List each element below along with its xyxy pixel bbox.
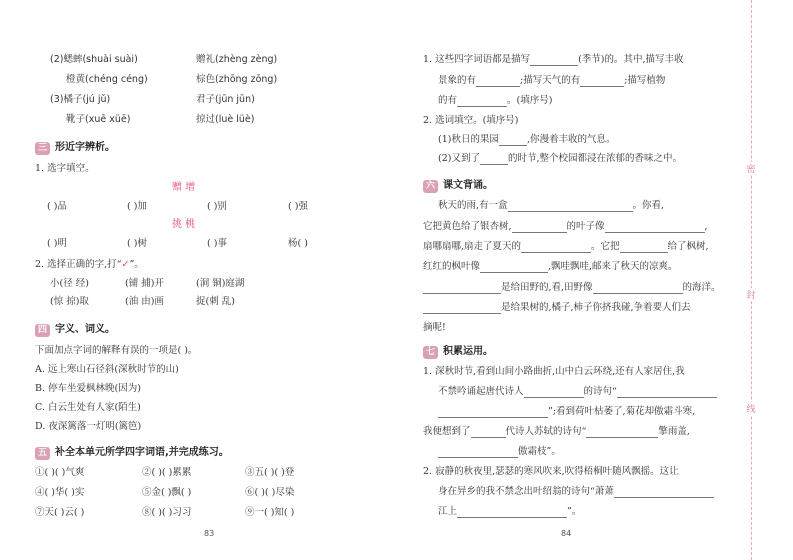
answer-blank[interactable] [457,97,507,107]
fill-item[interactable]: 杨( ) [288,238,308,249]
pinyin-item: 橙黄(chéng céng) [66,74,148,85]
choice-item[interactable]: (惊 掠)取 [50,296,89,307]
text-segment: 不禁吟诵起唐代诗人 [438,386,524,397]
fill-item[interactable]: ( )事 [207,238,227,249]
text-segment: (1)秋日的果园 [438,134,499,145]
question-prefix: 2. 选择正确的字,打“ [35,259,122,270]
idiom-item[interactable]: ④( )华( )实 [35,487,85,498]
answer-blank[interactable] [586,428,658,438]
answer-blank[interactable] [438,408,548,418]
question-line [438,506,581,518]
text-segment: 的海洋。 [682,282,721,293]
text-segment: 的叶子像 [566,221,605,232]
recite-line [423,282,721,294]
char-pair: 赠 增 [172,182,196,193]
text-segment: ”。 [567,506,582,517]
text-segment: , [704,221,708,232]
idiom-item[interactable]: ⑨一( )知( ) [245,507,295,518]
text-segment: 傲霜枝”。 [518,446,561,457]
answer-blank[interactable] [480,155,508,165]
fill-item[interactable]: ( )明 [47,238,67,249]
section-number-badge: 四 [35,324,50,337]
pinyin-item: 掠过(luè lüè) [196,114,255,125]
fill-item[interactable]: ( )树 [127,238,147,249]
pinyin-item: (3)橘子(jú jǔ) [50,94,111,105]
text-segment: (季节)的。其中,描写丰收 [578,54,684,65]
answer-blank[interactable] [457,508,567,518]
question-line [438,446,561,458]
text-segment: ;描写天气的有 [520,75,581,86]
question-suffix: ”。 [129,259,144,270]
idiom-item[interactable]: ⑥( )( )尽染 [245,487,295,498]
section-number-badge: 三 [35,142,50,155]
answer-blank[interactable] [423,304,501,314]
answer-blank[interactable] [423,284,501,294]
question-line [438,75,665,87]
text-segment: 是给果树的,橘子,柿子你挤我碰,争着要人们去 [501,302,691,313]
question-text: 2. 寂静的秋夜里,瑟瑟的寒风吹来,吹得梧桐叶随风飘摇。这让 [423,466,679,477]
recite-line [423,221,708,233]
text-segment: 景象的有 [438,75,477,86]
section-number-badge: 七 [423,346,438,359]
section-title: 课文背诵。 [443,180,493,191]
text-segment: 身在异乡的我不禁念出叶绍翁的诗句“萧萧 [438,486,614,497]
choice-item[interactable]: 小(径 经) [50,278,89,289]
binding-line [751,0,752,560]
question-line [438,386,717,398]
text-segment: 它把黄色给了银杏树, [423,221,512,232]
idiom-item[interactable]: ⑧( )( )习习 [142,507,192,518]
answer-blank[interactable] [580,77,624,87]
question-line [423,54,684,66]
idiom-item[interactable]: ⑤金( )飘( ) [142,487,192,498]
text-segment: 江上 [438,506,458,517]
left-page [0,0,385,560]
fill-item[interactable]: ( )品 [47,201,67,212]
text-segment: 擎雨盖, [658,426,690,437]
choice-item[interactable]: (铺 捕)开 [125,278,164,289]
answer-blank[interactable] [521,243,591,253]
text-segment: 。你看, [632,200,665,211]
answer-blank[interactable] [438,448,518,458]
recite-line: 摘呢! [423,322,446,333]
option-item[interactable]: B. 停车坐爱枫林晚(因为) [35,383,141,394]
recite-line [423,241,709,253]
recite-line [423,302,691,314]
recite-line [438,200,664,212]
question-text: 下面加点字词的解释有误的一项是( )。 [35,345,198,356]
option-item[interactable]: A. 远上寒山石径斜(深秋时节的山) [35,364,179,375]
right-page [396,0,741,560]
section-number-badge: 五 [35,447,50,460]
option-item[interactable]: C. 白云生处有人家(陌生) [35,402,141,413]
check-mark-icon: ✓ [121,259,130,270]
section-title: 补全本单元所学四字词语,并完成练习。 [55,447,229,458]
spine-label: 线 [742,402,760,415]
question-text: 1. 选字填空。 [35,163,95,174]
section-title: 形近字辨析。 [55,142,115,153]
option-item[interactable]: D. 夜深篱落一灯明(篱笆) [35,421,142,432]
answer-blank[interactable] [480,263,548,273]
text-segment: 红红的枫叶像 [423,261,481,272]
text-segment: 是给田野的,看,田野像 [501,282,593,293]
answer-blank[interactable] [620,243,668,253]
text-segment: 。它把 [591,241,620,252]
text-segment: (2)又到了 [438,153,480,164]
answer-blank[interactable] [512,223,567,233]
answer-blank[interactable] [530,56,578,66]
answer-blank[interactable] [508,202,633,212]
section-title: 字义、词义。 [55,324,115,335]
idiom-item[interactable]: ⑦天( )云( ) [35,507,85,518]
text-segment: 1. 这些四字词语都是描写 [423,54,531,65]
recite-line [423,261,678,273]
question-text [35,259,144,271]
question-line [438,153,682,165]
answer-blank[interactable] [605,223,705,233]
text-segment: 的时节,整个校园都浸在浓郁的香味之中。 [507,153,682,164]
question-line [438,134,616,146]
fill-item[interactable]: ( )别 [207,201,227,212]
idiom-item[interactable]: ①( )( )气爽 [35,467,85,478]
section-title: 积累运用。 [443,346,493,357]
pinyin-item: 靴子(xuē xüē) [66,114,131,125]
text-segment: 扇哪扇哪,扇走了夏天的 [423,241,522,252]
text-segment: 秋天的雨,有一盒 [438,200,508,211]
question-text: 1. 深秋时节,看到山间小路曲折,山中白云环绕,还有人家居住,我 [423,366,685,377]
text-segment: ”;看到荷叶枯萎了,菊花却傲霜斗寒, [548,406,696,417]
choice-item[interactable]: (油 由)画 [125,296,164,307]
answer-blank[interactable] [614,488,714,498]
question-text: 2. 选词填空。(填序号) [423,115,519,126]
idiom-item[interactable]: ②( )( )累累 [142,467,192,478]
text-segment: ,飘哇飘哇,邮来了秋天的凉爽。 [548,261,678,272]
choice-item[interactable]: 捉(刺 乱) [196,296,235,307]
question-line [438,406,695,418]
text-segment: 的诗句“ [583,386,617,397]
fill-item[interactable]: ( )强 [288,201,308,212]
question-line [438,95,552,107]
page-number: 83 [204,529,215,538]
char-pair: 挑 桃 [172,219,196,230]
text-segment: 给了枫树, [667,241,709,252]
answer-blank[interactable] [524,388,584,398]
answer-blank[interactable] [476,77,520,87]
answer-blank[interactable] [593,284,683,294]
answer-blank[interactable] [499,136,527,146]
spine-label: 封 [742,288,760,301]
text-segment: 。(填序号) [507,95,553,106]
text-segment: 的有 [438,95,458,106]
pinyin-item: 君子(jūn jūn) [196,94,255,105]
fill-item[interactable]: ( )加 [127,201,147,212]
text-segment: ,你漫着丰收的气息。 [526,134,616,145]
section-number-badge: 六 [423,180,438,193]
text-segment: 代诗人苏轼的诗句“ [505,426,587,437]
idiom-item[interactable]: ③五( )( )登 [245,467,295,478]
spine-label: 密 [742,162,760,175]
text-segment: 我便想到了 [423,426,471,437]
text-segment: ;描写植物 [624,75,666,86]
pinyin-item: (2)蟋蟀(shuài suài) [50,54,138,65]
pinyin-item: 棕色(zhōng zōng) [196,74,278,85]
choice-item[interactable]: (洞 铜)庭湖 [196,278,245,289]
answer-blank[interactable] [617,388,717,398]
question-line [423,426,690,438]
pinyin-item: 赠礼(zhèng zèng) [196,54,278,65]
question-line [438,486,714,498]
page-number: 84 [561,529,572,538]
answer-blank[interactable] [471,428,506,438]
